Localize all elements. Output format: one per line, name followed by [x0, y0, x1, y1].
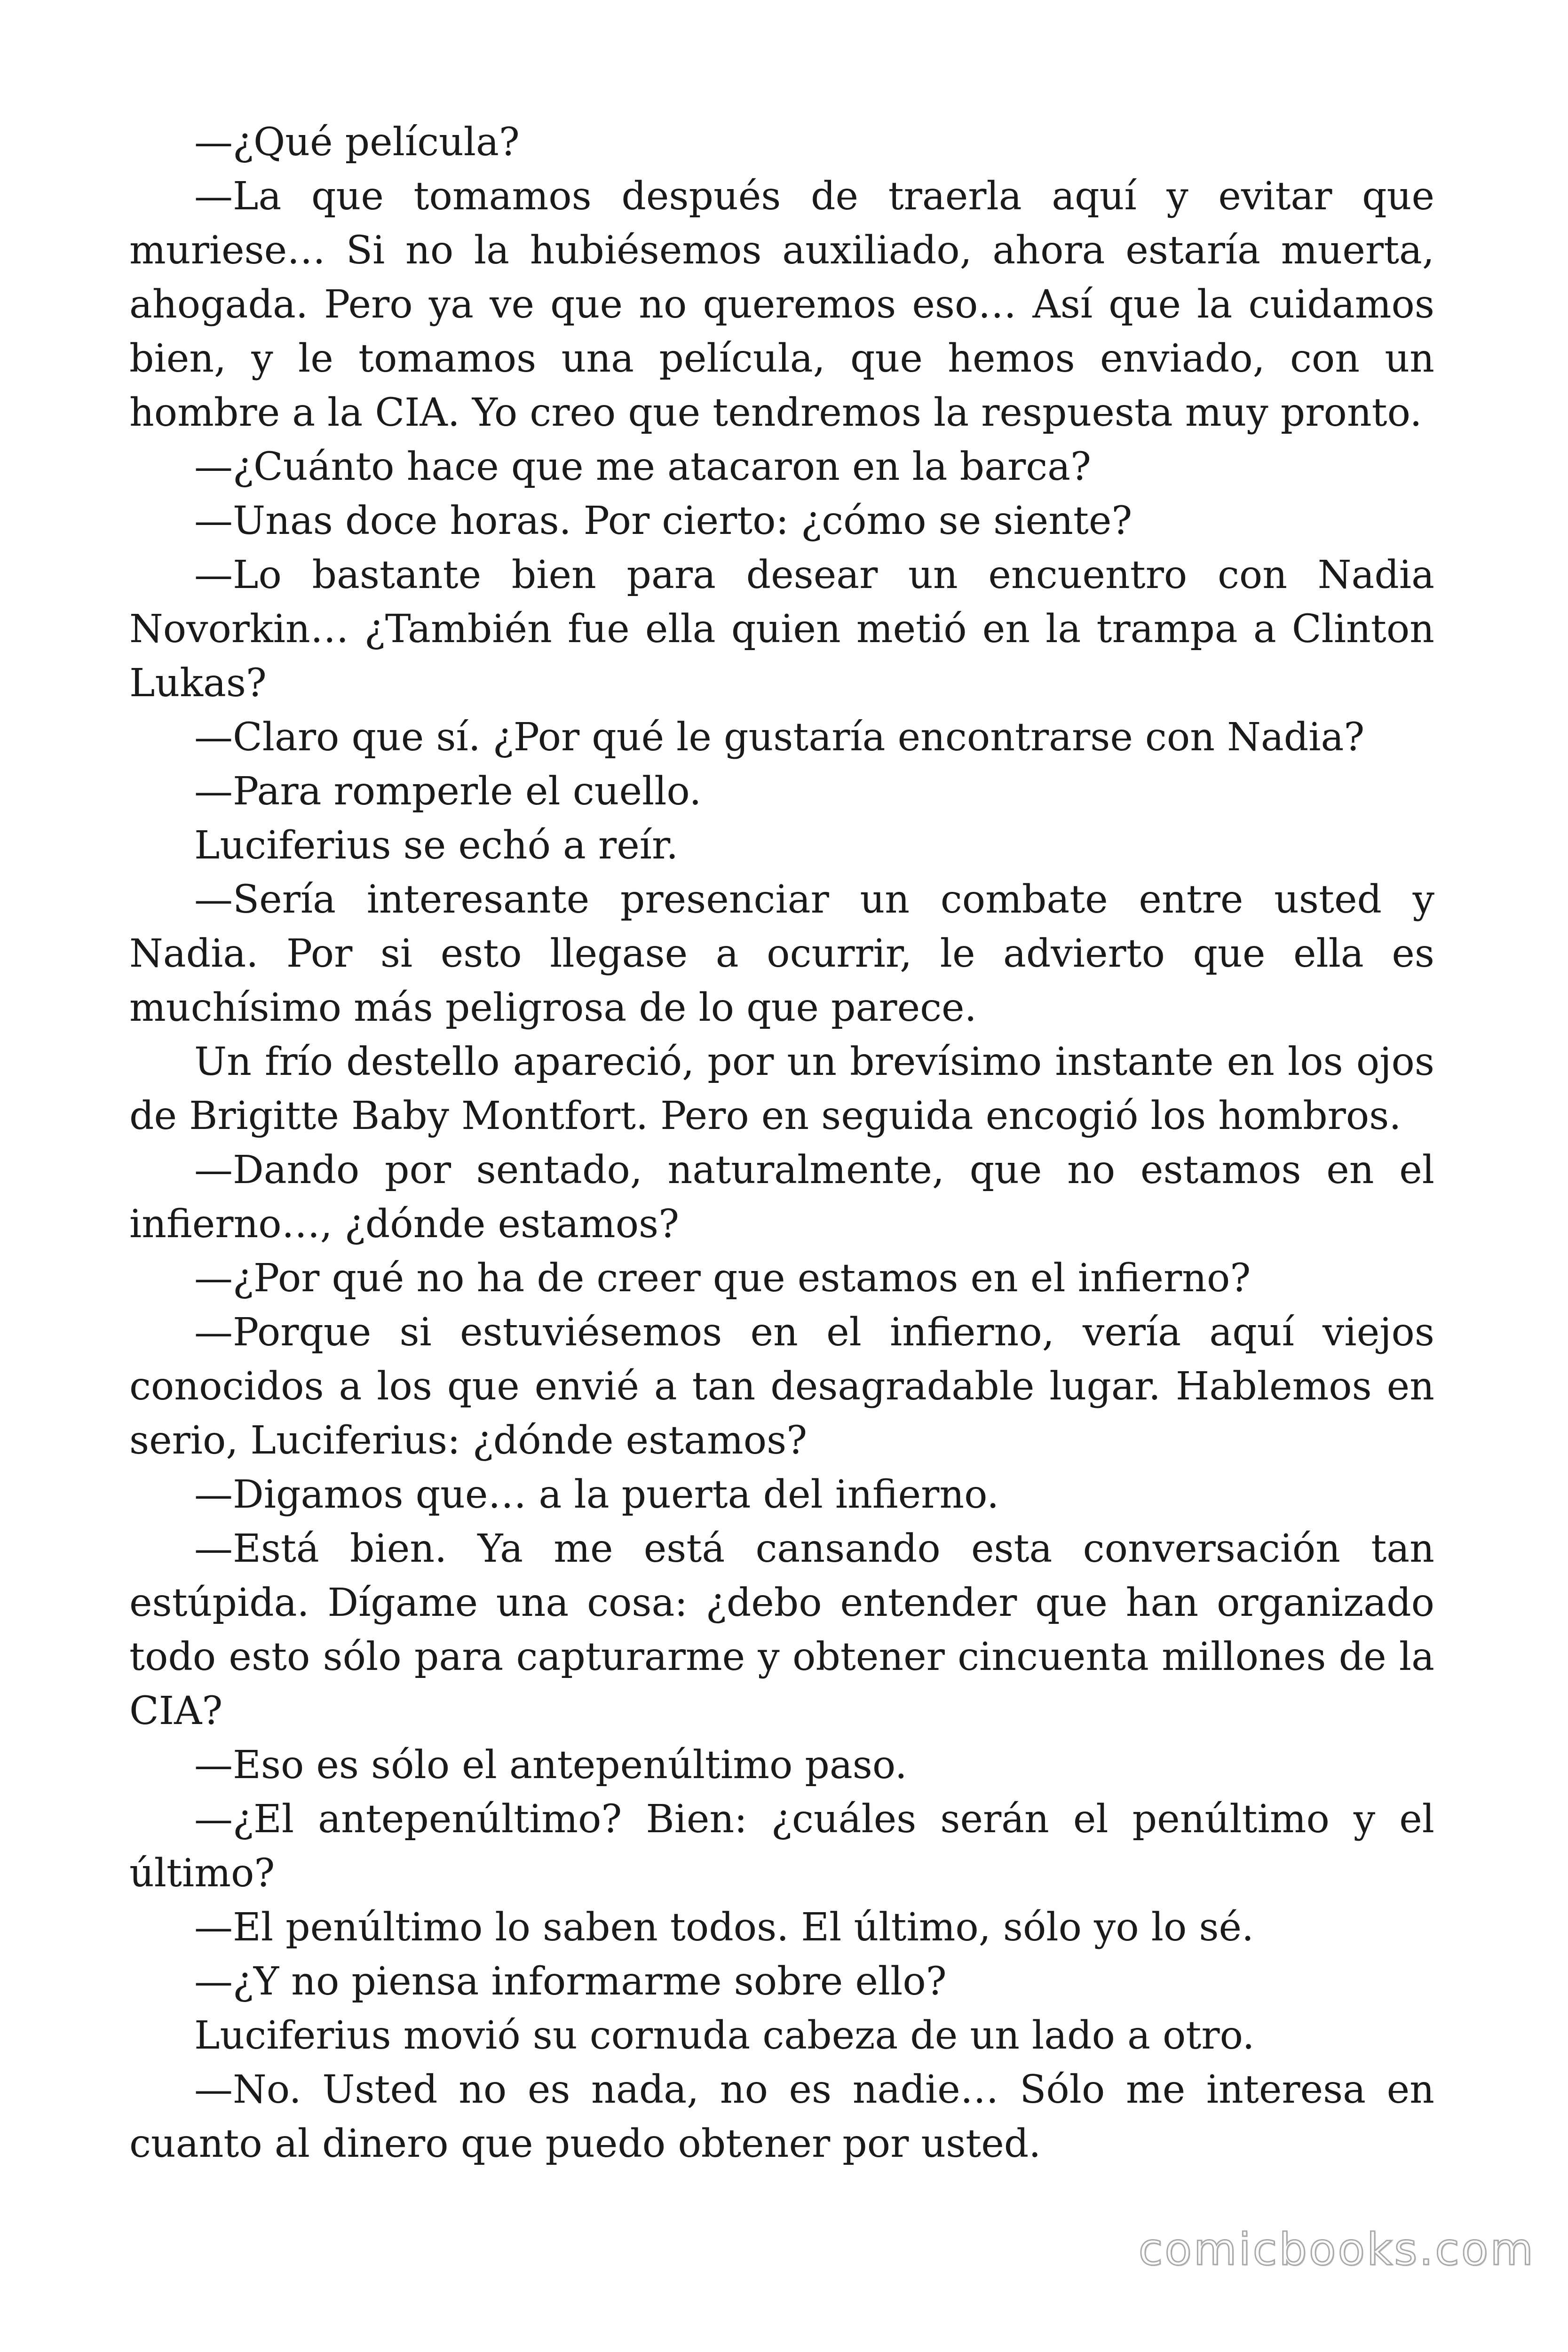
paragraph-14: —Digamos que… a la puerta del infierno. [194, 1472, 999, 1517]
paragraph-20: Luciferius movió su cornuda cabeza de un lado a otro. [194, 2013, 1255, 2058]
paragraph-19: —¿Y no piensa informarme sobre ello? [194, 1959, 947, 2004]
paragraph-1: —¿Qué película? [194, 120, 520, 165]
paragraph-12: —¿Por qué no ha de creer que estamos en el infierno? [194, 1256, 1251, 1301]
paragraph-10: Un frío destello apareció, por un brevísimo instante en los ojos de Brigitte Baby Montfort. Pero en seguida encogió los hombros. [129, 1040, 1434, 1138]
paragraph-5: —Lo bastante bien para desear un encuentro con Nadia Novorkin… ¿También fue ella quien metió en la trampa a Clinton Lukas? [129, 553, 1434, 706]
paragraph-2: —La que tomamos después de traerla aquí y evitar que muriese… Si no la hubiésemos auxiliado, ahora estaría muerta, ahogada. Pero ya ve que no queremos eso… Así que la cuidamos bien, y le tomamos una película, que hemos enviado, con un hombre a la CIA. Yo creo que tendremos la respuesta muy pronto. [129, 174, 1434, 435]
paragraph-6: —Claro que sí. ¿Por qué le gustaría encontrarse con Nadia? [194, 715, 1365, 760]
paragraph-3: —¿Cuánto hace que me atacaron en la barca? [194, 445, 1091, 489]
paragraph-8: Luciferius se echó a reír. [194, 823, 679, 868]
paragraph-7: —Para romperle el cuello. [194, 769, 702, 814]
paragraph-16: —Eso es sólo el antepenúltimo paso. [194, 1743, 907, 1788]
paragraph-13: —Porque si estuviésemos en el infierno, vería aquí viejos conocidos a los que envié a tan desagradable lugar. Hablemos en serio, Luciferius: ¿dónde estamos? [129, 1310, 1434, 1463]
paragraph-11: —Dando por sentado, naturalmente, que no estamos en el infierno…, ¿dónde estamos? [129, 1148, 1434, 1247]
page-body [129, 115, 1434, 2171]
watermark: comicbooks.com [1138, 2224, 1535, 2275]
paragraph-9: —Sería interesante presenciar un combate entre usted y Nadia. Por si esto llegase a ocurrir, le advierto que ella es muchísimo más peligrosa de lo que parece. [129, 877, 1434, 1030]
paragraph-21: —No. Usted no es nada, no es nadie… Sólo me interesa en cuanto al dinero que puedo obtener por usted. [129, 2067, 1434, 2166]
paragraph-18: —El penúltimo lo saben todos. El último, sólo yo lo sé. [194, 1905, 1254, 1950]
paragraph-15: —Está bien. Ya me está cansando esta conversación tan estúpida. Dígame una cosa: ¿debo entender que han organizado todo esto sólo para capturarme y obtener cincuenta millones de la CIA? [129, 1526, 1434, 1733]
paragraph-17: —¿El antepenúltimo? Bien: ¿cuáles serán el penúltimo y el último? [129, 1797, 1434, 1896]
paragraph-4: —Unas doce horas. Por cierto: ¿cómo se siente? [194, 499, 1132, 543]
